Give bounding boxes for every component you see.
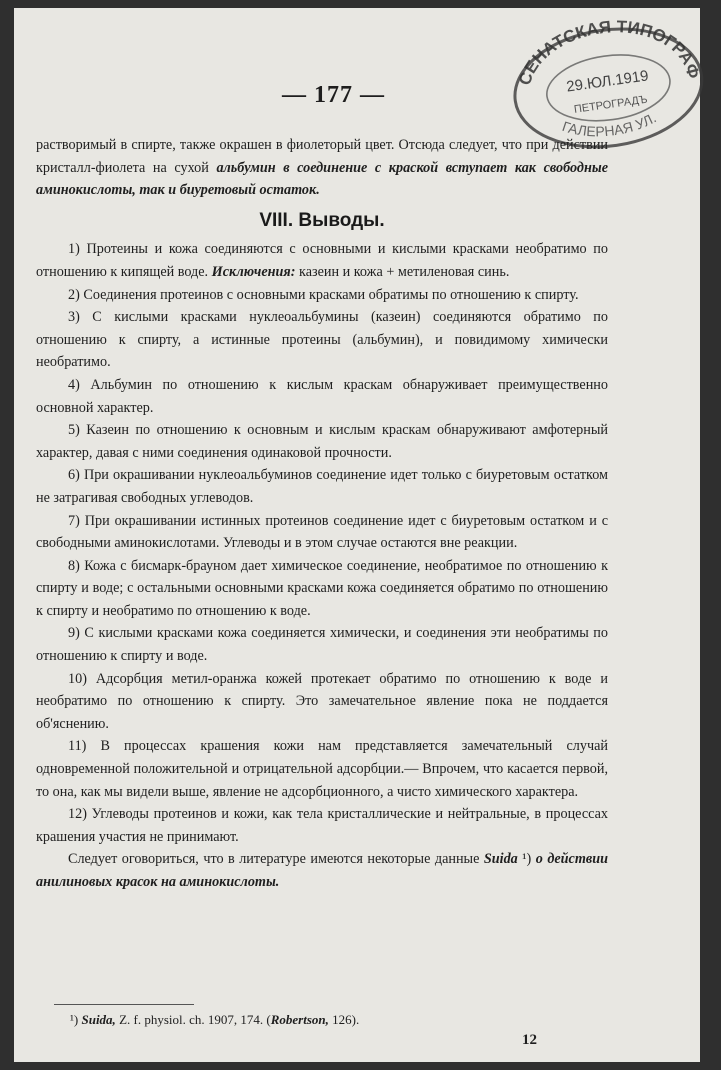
conclusion-paragraph: 10) Адсорбция метил-оранжа кожей протекает обратимо по отношению к воде и необратимо по отношению к спирту. Это замечательное явление пока не поддается об'яснению. bbox=[36, 670, 608, 732]
conclusion-1-text: 1) Протеины и кожа соединяются с основными и кислыми красками необратимо по отношению к кипящей воде. bbox=[36, 241, 608, 280]
document-page bbox=[14, 7, 704, 1062]
conclusion-paragraph: 7) При окрашивании истинных протеинов соединение идет с биуретовым остатком и с свободными аминокислотами. Углеводы и в этом случае остаются вне реакции. bbox=[36, 512, 608, 552]
stamp-city: ПЕТРОГРАДЪ bbox=[573, 93, 649, 116]
footnote-marker: ¹) bbox=[70, 1012, 82, 1027]
conclusion-paragraph: 11) В процессах крашения кожи нам представляется замечательный случай одновременной положительной и отрицательной адсорбции.— Впрочем, что касается первой, то она, как мы видели выше, явление не адсорбционного, а чисто химического характера. bbox=[36, 738, 608, 800]
footnote-divider bbox=[54, 1004, 194, 1005]
conclusion-paragraph bbox=[36, 238, 608, 283]
body-text bbox=[36, 134, 608, 894]
footnote-ref-tail: 126). bbox=[328, 1012, 360, 1027]
closing-italic: о действии анилиновых красок на аминокислоты. bbox=[36, 851, 608, 890]
conclusion-paragraph: 12) Углеводы протеинов и кожи, как тела кристаллические и нейтральные, в процессах крашения участия не принимают. bbox=[36, 806, 608, 845]
conclusion-paragraph: 6) При окрашивании нуклеоальбуминов соединение идет только с биуретовым остатком не затрагивая свободных углеводов. bbox=[36, 467, 608, 506]
printer-signature: 12 bbox=[522, 1032, 537, 1048]
conclusion-paragraph: 9) С кислыми красками кожа соединяется химически, и соединения эти необратимы по отношению к спирту и воде. bbox=[36, 625, 608, 665]
footnote bbox=[70, 1012, 359, 1028]
conclusion-1-tail: казеин и кожа + метиленовая синь. bbox=[295, 263, 510, 280]
intro-paragraph bbox=[36, 134, 608, 202]
closing-author: Suida bbox=[483, 851, 518, 868]
closing-text: Следует оговориться, что в литературе имеются некоторые данные bbox=[68, 851, 484, 868]
stamp-top-text: СЕНАТСКАЯ ТИПОГРАФИЯ bbox=[493, 7, 704, 88]
closing-paragraph bbox=[36, 848, 608, 893]
intro-italic: альбумин в соединение с краской вступает как свободные аминокислоты, так и биуретовый остаток. bbox=[36, 159, 608, 199]
conclusion-paragraph: 8) Кожа с бисмарк-брауном дает химическое соединение, необратимое по отношению к спирту и воде; с остальными основными красками кожа соединяется обратимо по отношению к спирту и необратимо по отношению к воде. bbox=[36, 557, 608, 619]
closing-note-ref: ¹) bbox=[517, 851, 536, 868]
section-title: VIII. Выводы. bbox=[259, 209, 385, 231]
footnote-ref-author: Robertson, bbox=[270, 1012, 329, 1027]
conclusion-paragraph: 4) Альбумин по отношению к кислым краскам обнаруживает преимущественно основной характер. bbox=[36, 376, 608, 416]
conclusion-1-italic: Исключения: bbox=[211, 263, 296, 280]
footnote-text: Z. f. physiol. ch. 1907, 174. ( bbox=[115, 1012, 271, 1027]
conclusion-paragraph: 3) С кислыми красками нуклеоальбумины (казеин) соединяются обратимо по отношению к спирту, а истинные протеины (альбумин), и повидимому химически необратимо. bbox=[36, 309, 608, 371]
conclusion-paragraph: 2) Соединения протеинов с основными красками обратимы по отношению к спирту. bbox=[68, 286, 579, 303]
intro-text: растворимый в спирте, также окрашен в фиолеторый цвет. Отсюда следует, что при действии кристалл-фиолета на сухой bbox=[36, 137, 608, 176]
conclusion-paragraph: 5) Казеин по отношению к основным и кислым краскам обнаруживают амфотерный характер, давая с ними соединения одинаковой прочности. bbox=[36, 422, 608, 461]
page-number: — 177 — bbox=[282, 82, 385, 108]
stamp-date: 29.ЮЛ.1919 bbox=[565, 67, 650, 96]
footnote-author: Suida, bbox=[81, 1012, 116, 1027]
stamp-bottom-text: ГАЛЕРНАЯ УЛ. bbox=[560, 109, 659, 140]
